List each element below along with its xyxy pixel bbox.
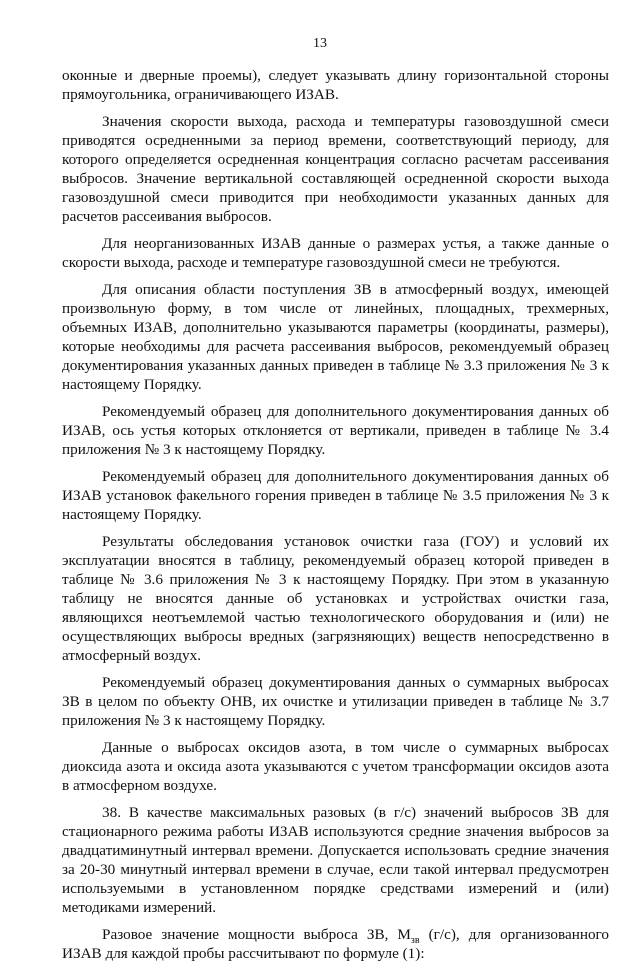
paragraph-11-subscript: зв xyxy=(410,935,420,947)
paragraph-7: Результаты обследования установок очистки газа (ГОУ) и условий их эксплуатации вносятся в таблицу, рекомендуемый образец которой приведен в таблице № 3.6 приложения № 3 к настоящему Порядку. При этом в указанную таблицу не вносятся данные об установках и устройствах очистки газа, являющихся неотъемлемой частью технологического оборудования и (или) не осуществляющих выбросы вредных (загрязняющих) веществ непосредственно в атмосферный воздух. xyxy=(62,533,609,664)
paragraph-3: Для неорганизованных ИЗАВ данные о размерах устья, а также данные о скорости выхода, расходе и температуре газовоздушной смеси не требуются. xyxy=(62,235,609,271)
paragraph-11-before: Разовое значение мощности выброса ЗВ, M xyxy=(102,926,411,943)
paragraph-10: 38. В качестве максимальных разовых (в г/с) значений выбросов ЗВ для стационарного режима работы ИЗАВ используются средние значения выбросов за двадцатиминутный интервал времени. Допускается использовать средние значения за 20-30 минутный интервал времени в случае, если такой интервал предусмотрен используемыми в установленном порядке средствами измерений и (или) методиками измерений. xyxy=(62,804,609,916)
paragraph-2: Значения скорости выхода, расхода и температуры газовоздушной смеси приводятся осредненными за период времени, соответствующий периоду, для которого определяется осредненная концентрация согласно расчетам рассеивания выбросов. Значение вертикальной составляющей осредненной скорости выхода газовоздушной смеси приводится при необходимости указанных данных для расчетов рассеивания выбросов. xyxy=(62,113,609,225)
paragraph-5: Рекомендуемый образец для дополнительного документирования данных об ИЗАВ, ось устья которых отклоняется от вертикали, приведен в таблице № 3.4 приложения № 3 к настоящему Порядку. xyxy=(62,403,609,458)
paragraph-6: Рекомендуемый образец для дополнительного документирования данных об ИЗАВ установок факельного горения приведен в таблице № 3.5 приложения № 3 к настоящему Порядку. xyxy=(62,468,609,523)
document-body xyxy=(62,66,609,971)
paragraph-9: Данные о выбросах оксидов азота, в том числе о суммарных выбросах диоксида азота и оксида азота указываются с учетом трансформации оксидов азота в атмосферном воздухе. xyxy=(62,739,609,794)
page-number: 13 xyxy=(313,36,327,51)
paragraph-8: Рекомендуемый образец документирования данных о суммарных выбросах ЗВ в целом по объекту ОНВ, их очистке и утилизации приведен в таблице № 3.7 приложения № 3 к настоящему Порядку. xyxy=(62,674,609,729)
paragraph-11 xyxy=(62,925,609,963)
paragraph-4: Для описания области поступления ЗВ в атмосферный воздух, имеющей произвольную форму, в том числе от линейных, площадных, трехмерных, объемных ИЗАВ, дополнительно указываются параметры (координаты, размеры), которые необходимы для расчета рассеивания выбросов, рекомендуемый образец документирования указанных данных приведен в таблице № 3.3 приложения № 3 к настоящему Порядку. xyxy=(62,281,609,393)
paragraph-1: оконные и дверные проемы), следует указывать длину горизонтальной стороны прямоугольника, ограничивающего ИЗАВ. xyxy=(62,67,609,103)
paragraph-11-after: (г/с), для организованного ИЗАВ для каждой пробы рассчитывают по формуле (1): xyxy=(62,926,609,962)
